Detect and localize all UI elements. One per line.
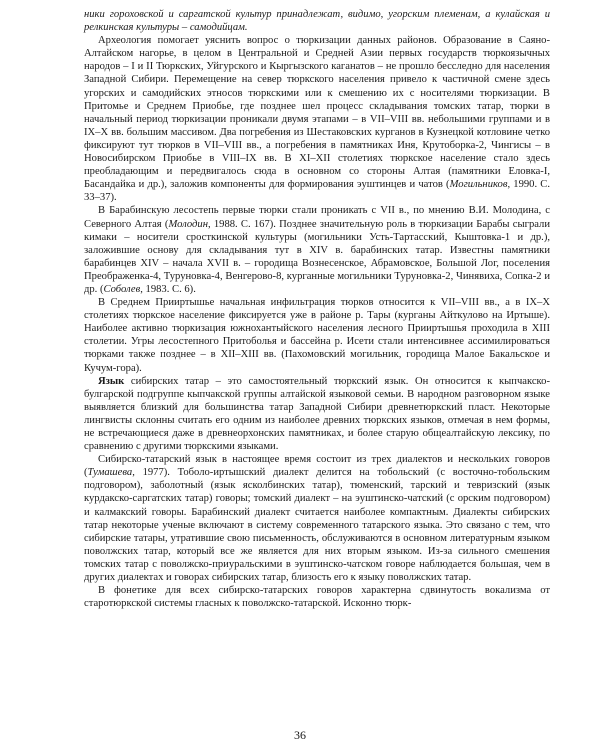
- citation-author: Молодин: [168, 218, 208, 230]
- paragraph-1-text: ники гороховской и саргатской культур принадлежат, видимо, угорским племенам, а кулайская и релкинская культуры – самодийцам.: [84, 9, 550, 34]
- paragraph-2-text: Археология помогает уяснить вопрос о тюркизации данных районов. Образование в Саяно-Алтайском нагорье, в целом в Центральной и Средней Азии первых государств тюркоязычных народов – I и II Тюркских, Уйгурского и Кыргызского каганатов – не прошло бесследно для населения Западной Сибири. Перемещение на север тюркского населения привело к частичной смене здесь угорских и самодийских этносов тюркскими или к смешению их с носителями тюркизации. В Притомье и Среднем Приобье, где позднее шел процесс складывания томских татар, тюрки в начальный период тюркизации проникали двумя этапами – в VII–VIII вв. небольшими группами и в IX–X вв. большим массивом. Два погребения из Шестаковских курганов в Кузнецкой котловине четко фиксируют тут тюрков в VII–VIII вв., а погребения в памятниках Иня, Крутоборка-2, Чингисы – в Новосибирском Приобье в VIII–IX вв. В XI–XII столетиях тюркское население стало здесь преобладающим и передвигалось сюда в основном со стороны Алтая (памятники Еловка-I, Басандайка и др.), заложив компоненты для формирования эуштинцев и чатов (: [84, 35, 550, 191]
- paragraph-5-text: сибирских татар – это самостоятельный тюркский язык. Он относится к кыпчакско-булгарской подгруппе кыпчакской группы алтайской языковой семьи. В народном разговорном языке выявляется близкий для большинства татар Западной Сибири древнетюркский пласт. Некоторые лингвисты склонны считать его одним из наиболее древних тюркских языков, отмечая в нем формы, не встречающиеся даже в древнеорхонских памятниках, и более старую общеалтайскую лексику, по сравнению с другими тюркскими языками.: [84, 375, 550, 453]
- paragraph-7-text: В фонетике для всех сибирско-татарских говоров характерна сдвинутость вокализма от старотюркской системы гласных к поволжско-татарской. Исконно тюрк-: [84, 585, 550, 610]
- paragraph-3-mid: , 1988. С. 167). Позднее значительную роль в тюркизации Барабы сыграли кимаки – носители сросткинской культуры (могильники Усть-Тартасский, Кыштовка-1 и др.), заложившие основу для складывания тут в XIV в. барабинских татар. Известны памятники барабинцев XIV – начала XVII в. – городища Вознесенское, Абрамовское, Большой Лог, поселения Преображенка-4, Туруновка-4, Венгерово-8, курганные могильники Туруновка-2, Чинявиха, Сопка-2 и др. (: [84, 218, 550, 295]
- citation-author: Могильников: [449, 179, 508, 191]
- paragraph-6-text: Сибирско-татарский язык в настоящее время состоит из трех диалектов и нескольких говоров (: [84, 454, 550, 479]
- citation-tail: , 1990. С. 33–37).: [84, 179, 551, 204]
- paragraph-3-text: В Барабинскую лесостепь первые тюрки стали проникать с VII в., по мнению В.И. Молодина, с Северного Алтая (: [84, 205, 550, 230]
- citation-tail: , 1983. С. 6).: [140, 283, 196, 295]
- paragraph-2: [84, 34, 550, 204]
- page-number: 36: [294, 728, 306, 742]
- citation-author: Тумашева: [87, 467, 133, 479]
- paragraph-5: [84, 375, 550, 454]
- citation-author: Соболев: [103, 283, 141, 295]
- page-text: [84, 8, 550, 610]
- paragraph-7: [84, 584, 550, 610]
- paragraph-6: [84, 453, 550, 584]
- paragraph-4: [84, 296, 550, 375]
- paragraph-1: [84, 8, 550, 34]
- citation-tail: , 1977). Тоболо-иртышский диалект делится на тобольский (с восточно-тобольским подговором), заболотный (язык ясколбинских татар), тюменский, тарский и тевризский (язык курдакско-саргатских татар) говоры; томский диалект – на эуштинско-чатский (с орским подговором) и калмакский говоры. Барабинский диалект считается наиболее компактным. Диалекты сибирских татар некоторые ученые включают в систему современного татарского языка. Это связано с тем, что сибирские татары, утратившие свою письменность, обслуживаются в основном литературным языком поволжских татар, который все же является для них вторым языком. Из-за сильного смешения томских татар с поволжско-приуральскими в эуштинско-чатском говоре наблюдается большая, чем в других диалектах и говорах сибирских татар, близость его к языку поволжских татар.: [84, 467, 550, 584]
- paragraph-3: [84, 204, 550, 296]
- paragraph-4-text: В Среднем Прииртышье начальная инфильтрация тюрков относится к VII–VIII вв., а в IX–X столетиях тюркское население фиксируется уже в районе р. Тары (курганы Айткулово на Иртыше). Наиболее активно тюркизация южнохантыйского населения лесного Прииртышья проходила в XIII столетии. Угры лесостепного Притоболья и бассейна р. Исети стали интенсивнее ассимилироваться тюрками также позднее – в XII–XIII вв. (Пахомовский могильник, городища Малое Бакальское и Кучум-гора).: [84, 297, 550, 374]
- term-bold: Язык: [98, 375, 125, 387]
